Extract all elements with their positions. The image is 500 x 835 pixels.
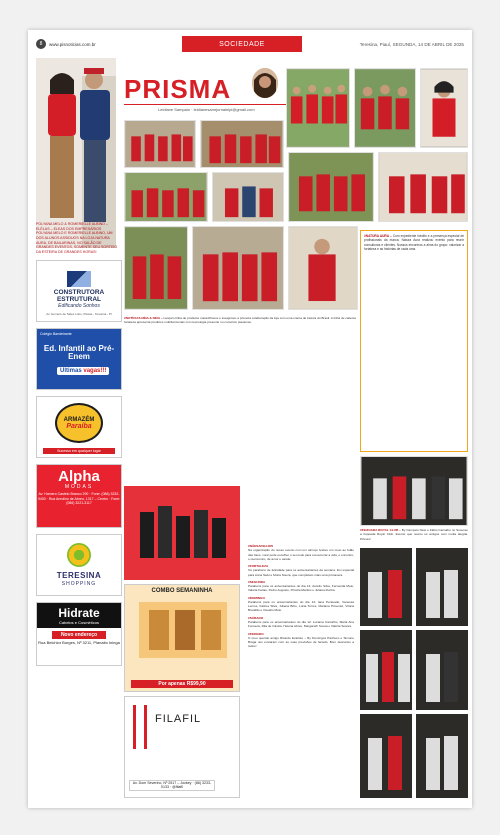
teresina-sub: SHOPPING [61,581,97,587]
note-heading: #DOMINGO [248,595,265,600]
armazem-l1: ARMAZÉM [63,416,95,423]
note-body: Parabéns para os aniversariantes do dia 12: Luciana Carvalho, Maria Ana Fonseca, Rita de Cássia, Helena Abreu, Margareth Sousa e Valéria Soares. [248,619,354,629]
event-photo [288,152,374,222]
feijoada-photo [416,548,468,626]
filafil-ad[interactable] [124,696,240,798]
event-photo [124,120,196,168]
note-item [248,596,354,613]
hidrate-sub: Cabelos e Cosméticos [37,620,121,628]
event-photo [288,226,358,310]
note-heading: #NÃESAFELHOS [248,544,274,548]
alpha-addresses: Av. Homero Castelo Branco 290 · Fone: (086) 3232-9400 · Rua Areolino de Abreu, 1317 – Centro · Fone: (086) 3221-3117 [37,492,121,506]
teresina-shopping-ad[interactable] [36,534,122,596]
hidrate-name: Hidrate [37,603,121,620]
combo-price: Por apenas R$99,90 [131,680,233,688]
armazem-logo [55,403,103,443]
combo-title: COMBO SEMANINHA [151,588,213,594]
site-url: www.pisnoticias.com.br [49,41,96,47]
newspaper-page [28,30,472,808]
vagas-badge-l1: Últimas [60,368,82,374]
hidrate-address: Rua Belchior Borges, Nº 3211, Planalto Ininga [38,640,120,645]
products-heading: #NOTÍCIAS NÉIA & NÉIA – [124,316,163,320]
column-author: Leidiane Sampaio · leidianesamrjornalelpi@gmail.com [158,107,255,112]
products-photo [124,486,240,580]
natura-aura-heading: #NATURA AURA – [364,234,392,238]
note-item [248,564,354,577]
event-photo [200,120,284,168]
feijoada-photo [360,630,412,710]
note-body: Na organização do nosso evento com um almoço festivo em meio ao fofão das fotos, você pode escolher o seu look para comemorar a vida, o encontro, o reencontro, de amor e saúde. [248,548,354,561]
columnist-avatar [252,68,278,98]
feijoada-photo [416,714,468,798]
page-number: 8 [36,39,46,49]
event-photo [192,226,284,310]
event-photo [124,226,188,310]
note-heading: #FORTALEZA [248,564,269,569]
column-title: PRISMA [124,74,232,104]
edition-date: Teresina, Piauí, SEGUNDA, 14 DE ABRIL DE 2025 [359,41,464,47]
hidrate-ad[interactable] [36,602,122,666]
event-photo [124,172,208,222]
natura-aura-box [360,230,468,452]
filafil-address: Av. Dom Severino, Nº 2517 – Jockey · (86) 3233-0133 · @filafil [129,780,215,791]
construtora-ad[interactable] [36,260,122,322]
armazem-ad[interactable] [36,396,122,458]
vagas-badge-l2: vagas!!! [83,368,107,374]
notes-column [248,544,354,800]
teresina-name: TERESINA [56,571,102,580]
filafil-logo-icon [133,705,147,749]
colegio-name: Colégio Bandeirante [40,332,72,336]
products-body: Lançam linha de produtos maravilhosos e inauguram a primeira colaboração da loja com uma marca de beleza do Brasil. A linha de cabelos fortaleza apresenta produtos multifuncionais com tecnologia presente no comércio piauiense. [124,316,356,325]
main-photo-caption: POLYANA MELO & ROMERIELLE ALBINO – ELÉLAS – ELEAS DOS EMPRESÁRIOS POLYANA MELO E ROMERIELLE ALBINO, UM DOS ALUNOS ASSIDUOS NA LOJA NATURA AURA, DE BAILARINAS, NO SALÃO DE GRANDES EVENTOS, SOMENTE SEU SORTEIO DA ESTEIRA DE GRANDES HORAS! [36,222,118,255]
note-item [248,616,354,629]
event-photo [212,172,284,222]
alpha-sub: MODAS [64,484,94,490]
event-photo [286,68,350,148]
filafil-name: FILAFIL [155,713,202,725]
construtora-name: CONSTRUTORA ESTRUTURAL [53,289,105,303]
building-logo-icon [67,271,91,287]
event-photo [378,152,468,222]
combo-ad[interactable] [124,584,240,692]
feijoada-photo [360,548,412,626]
colegio-ad[interactable] [36,328,122,390]
feijoada-photo [416,630,468,710]
flower-logo-icon [67,543,91,567]
event-photo [354,68,416,148]
page-header [36,36,464,52]
armazem-tagline: Sucesso em qualquer lugar [43,448,115,454]
feijoada-photo [360,714,412,798]
section-banner: SOCIEDADE [182,36,302,52]
alpha-modas-ad[interactable] [36,464,122,528]
note-body: Os parabéns de felicidade para os aniversariantes da semana. Em especial para Anna Salvi e Moira Souza, que completam mais uma primavera. [248,568,354,577]
feijoada-body: By Campelo Neto e Fábio Carvalho no Sucesso a Feijoada Royal Club. Evento que reuniu os amigos com muita alegria. #Yesss! [360,528,468,541]
note-body: Parabéns para os aniversariantes do dia 13: Iana Penteado, Vanessa Lemos, Fátima Silva, Juliana Brito, Lúcia Torres, Mariana Pimentel, Vitória Brandão e Claudio Melo. [248,599,354,613]
construtora-address: Av. Homero de Sales Lobo, Ilhotas - Teresina - PI [46,312,112,316]
feijoada-photo [360,456,468,526]
vagas-badge [57,367,109,375]
note-body: O meu querido amigo Ricardo Evaristo – By Domingos Pacheco e Simone Braga nos enviaram com as suas previsões de feriado. Bom descanso a todos! [248,635,354,649]
colegio-headline: Ed. Infantil ao Pré-Enem [43,344,115,362]
armazem-l2: Paraíba [66,422,92,430]
note-heading: #SEGUNDA [248,579,266,584]
note-heading: #FERIADO [248,631,264,636]
construtora-slogan: Edificando Sonhos [58,303,100,309]
hidrate-badge: Novo endereço [52,631,106,639]
event-photo [420,68,468,148]
feijoada-heading: #FEIJOADA ROYAL CLUB – [360,528,401,532]
natura-aura-text [364,234,464,252]
note-body: Parabéns para os aniversariantes do dia 14: Aurélio Silva, Fernanda Melo, Valéria Farias, Pedro Augusto, Priscila Martins e Juliana Rocha. [248,584,354,593]
combo-products-icon [125,594,241,664]
note-item [248,580,354,593]
feijoada-article [360,528,468,546]
note-heading: #SÁBADO [248,615,264,620]
main-couple-photo [36,58,116,248]
natura-aura-body: Com expediente inédito e a presença especial de profissionais da marca, Natura Aura realizou evento para reunir consultoras e clientes. Nossos encontros a alma do grupo: valorizar a fortaleza e as histórias de cada uma. [364,234,464,252]
alpha-name: Alpha [58,468,100,485]
note-item [248,632,354,649]
note-item [248,544,354,561]
